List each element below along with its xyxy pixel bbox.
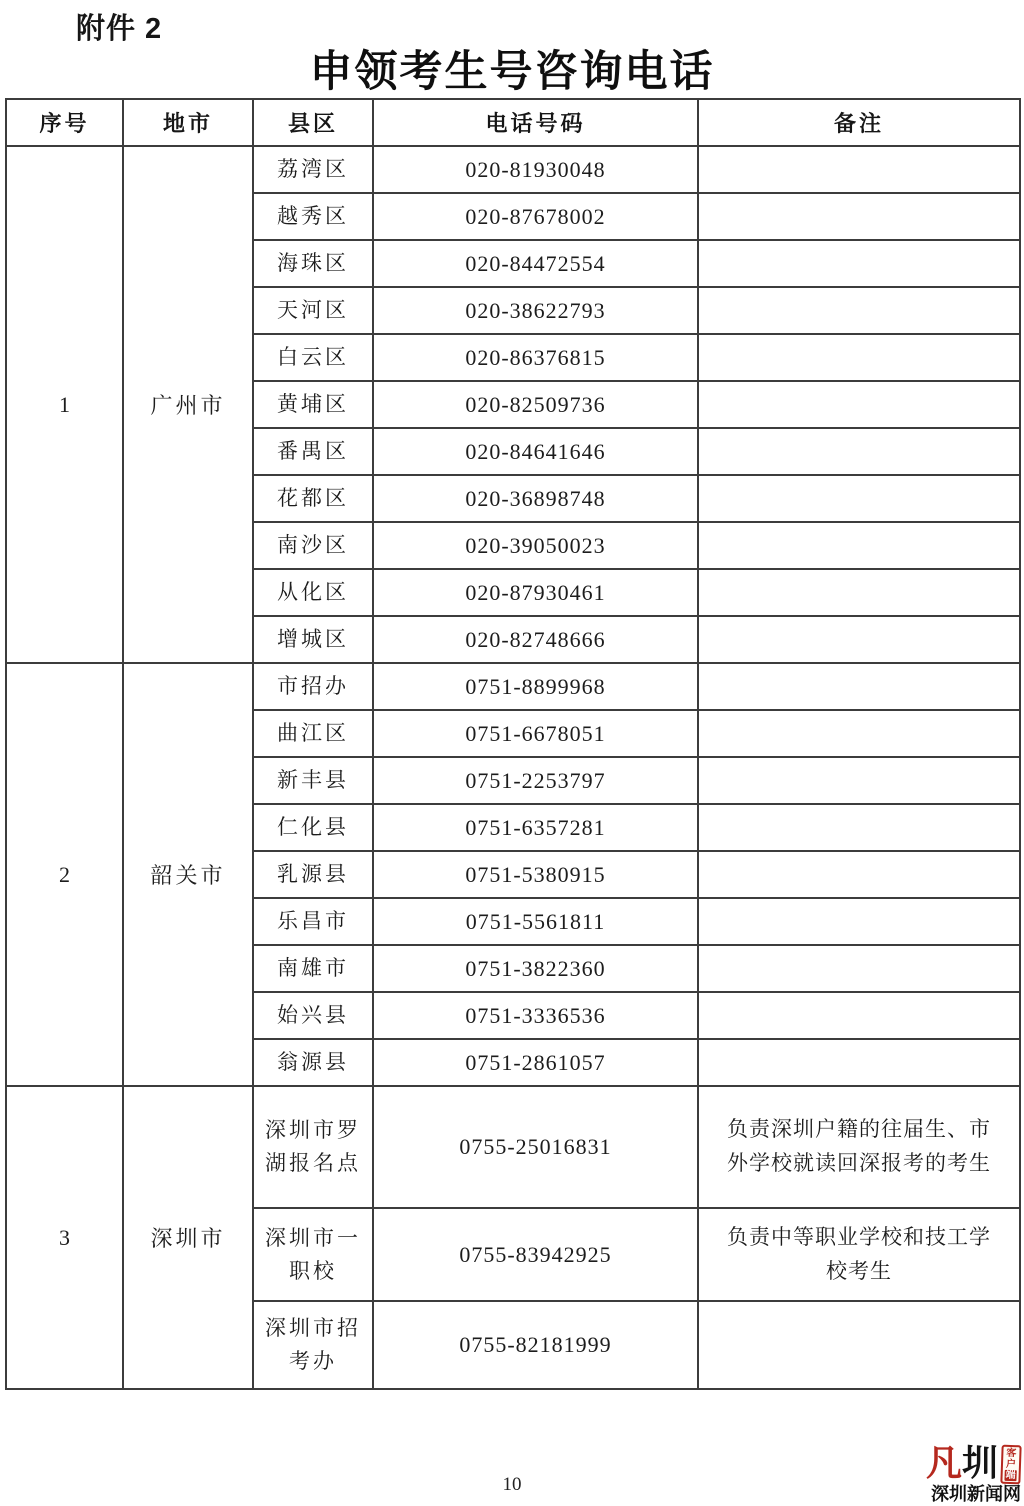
remark-cell [698, 898, 1020, 945]
table-body [6, 146, 1020, 1389]
group-city-cell: 深圳市 [123, 1086, 253, 1389]
remark-cell [698, 522, 1020, 569]
remark-cell: 负责中等职业学校和技工学校考生 [698, 1208, 1020, 1301]
phone-cell: 0751-5380915 [373, 851, 698, 898]
phone-cell: 0751-5561811 [373, 898, 698, 945]
remark-cell [698, 663, 1020, 710]
phone-cell: 0751-8899968 [373, 663, 698, 710]
seal-char: 端 [1005, 1469, 1016, 1482]
remark-cell [698, 945, 1020, 992]
phone-directory-table [5, 98, 1021, 1390]
district-cell: 番禺区 [253, 428, 373, 475]
remark-cell [698, 616, 1020, 663]
phone-cell: 020-82748666 [373, 616, 698, 663]
district-cell: 南沙区 [253, 522, 373, 569]
col-header-district: 县区 [253, 99, 373, 146]
group-seq-cell: 1 [6, 146, 123, 663]
table-header-row [6, 99, 1020, 146]
phone-cell: 0751-2253797 [373, 757, 698, 804]
group-city-cell: 广州市 [123, 146, 253, 663]
remark-cell [698, 851, 1020, 898]
seal-char: 客 [1006, 1447, 1017, 1460]
phone-cell: 0751-6357281 [373, 804, 698, 851]
phone-cell: 020-86376815 [373, 334, 698, 381]
page-number: 10 [502, 1474, 522, 1495]
col-header-phone: 电话号码 [373, 99, 698, 146]
phone-cell: 020-36898748 [373, 475, 698, 522]
district-cell: 乐昌市 [253, 898, 373, 945]
district-cell: 市招办 [253, 663, 373, 710]
phone-cell: 0755-82181999 [373, 1301, 698, 1389]
phone-cell: 020-87678002 [373, 193, 698, 240]
phone-cell: 0751-3336536 [373, 992, 698, 1039]
watermark-logo-mark [911, 1443, 1021, 1484]
district-cell: 深圳市招考办 [253, 1301, 373, 1389]
district-cell: 海珠区 [253, 240, 373, 287]
district-cell: 深圳市一职校 [253, 1208, 373, 1301]
remark-cell [698, 475, 1020, 522]
phone-cell: 0751-3822360 [373, 945, 698, 992]
phone-cell: 0755-83942925 [373, 1208, 698, 1301]
remark-cell [698, 1039, 1020, 1086]
district-cell: 曲江区 [253, 710, 373, 757]
remark-cell [698, 428, 1020, 475]
phone-cell: 020-81930048 [373, 146, 698, 193]
remark-cell [698, 757, 1020, 804]
district-cell: 白云区 [253, 334, 373, 381]
district-cell: 花都区 [253, 475, 373, 522]
col-header-seq: 序号 [6, 99, 123, 146]
table-row [6, 146, 1020, 193]
phone-cell: 0751-2861057 [373, 1039, 698, 1086]
watermark-site-name: 深圳新闻网 [931, 1484, 1021, 1504]
district-cell: 深圳市罗湖报名点 [253, 1086, 373, 1208]
client-seal-badge [1000, 1445, 1021, 1485]
phone-cell: 020-84641646 [373, 428, 698, 475]
remark-cell [698, 381, 1020, 428]
attachment-label: 附件 2 [76, 13, 163, 45]
district-cell: 翁源县 [253, 1039, 373, 1086]
remark-cell [698, 240, 1020, 287]
table-row [6, 663, 1020, 710]
seal-char: 户 [1005, 1458, 1017, 1471]
remark-cell [698, 334, 1020, 381]
watermark-logo [911, 1443, 1021, 1504]
remark-cell [698, 146, 1020, 193]
district-cell: 越秀区 [253, 193, 373, 240]
district-cell: 始兴县 [253, 992, 373, 1039]
district-cell: 增城区 [253, 616, 373, 663]
remark-cell [698, 569, 1020, 616]
district-cell: 黄埔区 [253, 381, 373, 428]
phone-cell: 020-87930461 [373, 569, 698, 616]
remark-cell [698, 193, 1020, 240]
remark-cell: 负责深圳户籍的往届生、市外学校就读回深报考的考生 [698, 1086, 1020, 1208]
table-row [6, 1086, 1020, 1208]
page-title: 申领考生号咨询电话 [309, 48, 715, 96]
phone-cell: 0751-6678051 [373, 710, 698, 757]
brand-glyph-red-icon: 凡 [925, 1442, 962, 1483]
remark-cell [698, 992, 1020, 1039]
district-cell: 新丰县 [253, 757, 373, 804]
phone-cell: 0755-25016831 [373, 1086, 698, 1208]
district-cell: 仁化县 [253, 804, 373, 851]
brand-glyph-black-icon: 圳 [961, 1442, 998, 1483]
district-cell: 乳源县 [253, 851, 373, 898]
district-cell: 荔湾区 [253, 146, 373, 193]
group-city-cell: 韶关市 [123, 663, 253, 1086]
phone-cell: 020-82509736 [373, 381, 698, 428]
phone-cell: 020-84472554 [373, 240, 698, 287]
col-header-city: 地市 [123, 99, 253, 146]
remark-cell [698, 287, 1020, 334]
col-header-remark: 备注 [698, 99, 1020, 146]
district-cell: 天河区 [253, 287, 373, 334]
group-seq-cell: 2 [6, 663, 123, 1086]
district-cell: 南雄市 [253, 945, 373, 992]
remark-cell [698, 710, 1020, 757]
remark-cell [698, 804, 1020, 851]
district-cell: 从化区 [253, 569, 373, 616]
remark-cell [698, 1301, 1020, 1389]
group-seq-cell: 3 [6, 1086, 123, 1389]
phone-cell: 020-38622793 [373, 287, 698, 334]
phone-cell: 020-39050023 [373, 522, 698, 569]
